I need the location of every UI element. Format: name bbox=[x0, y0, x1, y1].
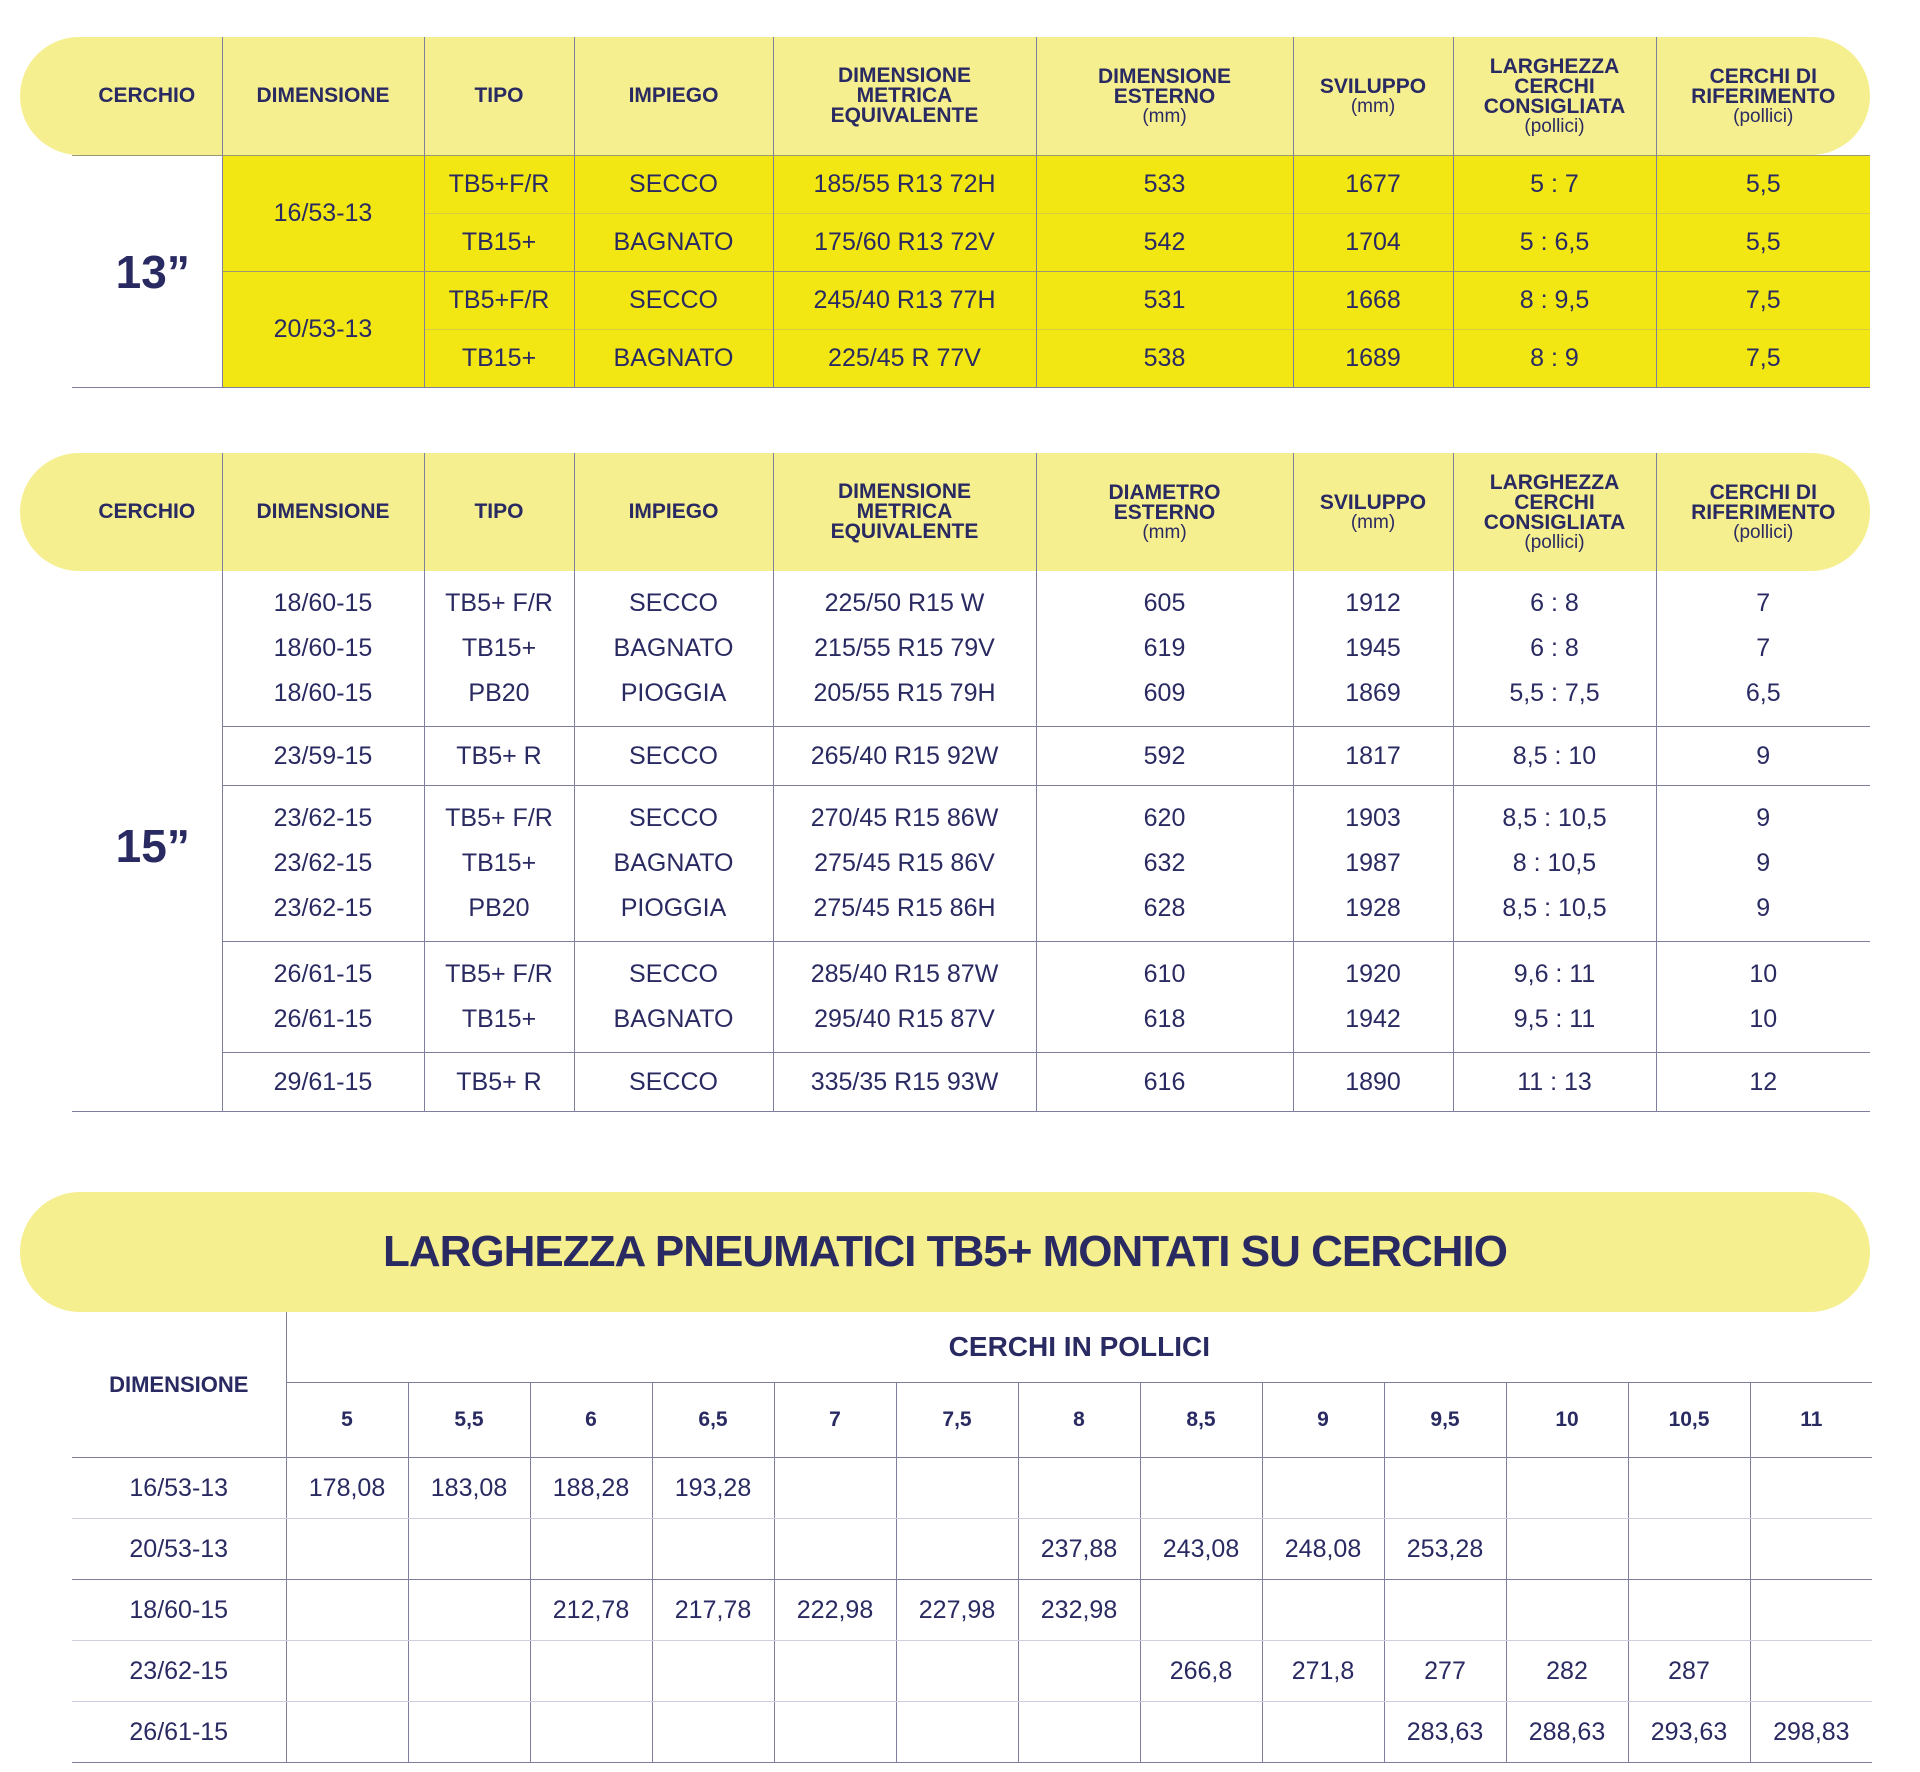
cell-ref-rim: 6,5 bbox=[1656, 671, 1870, 727]
cell-external: 533 bbox=[1036, 156, 1293, 214]
cell-type: TB15+ bbox=[424, 330, 574, 388]
cell-dimension: 18/60-15 bbox=[222, 671, 424, 727]
cell-metric: 215/55 R15 79V bbox=[773, 626, 1036, 671]
width-value-cell bbox=[530, 1702, 652, 1763]
table-row bbox=[72, 272, 1870, 330]
table-15 bbox=[72, 453, 1870, 1112]
col-metric: DIMENSIONE METRICA EQUIVALENTE bbox=[773, 453, 1036, 571]
width-value-cell bbox=[1384, 1580, 1506, 1641]
cell-type: TB15+ bbox=[424, 214, 574, 272]
table-15-body bbox=[72, 571, 1870, 1112]
cell-type: TB5+ F/R bbox=[424, 786, 574, 842]
width-value-cell bbox=[1506, 1458, 1628, 1519]
width-value-cell bbox=[1750, 1641, 1872, 1702]
cell-usage: BAGNATO bbox=[574, 330, 773, 388]
rim-size-header: 8 bbox=[1018, 1383, 1140, 1458]
cell-metric: 335/35 R15 93W bbox=[773, 1053, 1036, 1112]
table-13-header-row bbox=[72, 37, 1870, 156]
width-value-cell bbox=[286, 1580, 408, 1641]
width-value-cell bbox=[530, 1641, 652, 1702]
width-value-cell bbox=[1018, 1458, 1140, 1519]
cell-type: PB20 bbox=[424, 671, 574, 727]
cell-usage: BAGNATO bbox=[574, 997, 773, 1053]
col-dimension: DIMENSIONE bbox=[222, 37, 424, 156]
cell-ref-rim: 5,5 bbox=[1656, 214, 1870, 272]
cell-development: 1912 bbox=[1293, 571, 1453, 626]
cell-ref-rim: 9 bbox=[1656, 727, 1870, 786]
width-value-cell: 188,28 bbox=[530, 1458, 652, 1519]
cell-external: 628 bbox=[1036, 886, 1293, 942]
rim-size-header: 10 bbox=[1506, 1383, 1628, 1458]
width-value-cell bbox=[408, 1702, 530, 1763]
width-value-cell bbox=[774, 1702, 896, 1763]
cell-usage: SECCO bbox=[574, 1053, 773, 1112]
cell-dimension: 20/53-13 bbox=[222, 272, 424, 388]
row-dimension-label: 18/60-15 bbox=[72, 1580, 286, 1641]
cell-dimension: 23/59-15 bbox=[222, 727, 424, 786]
row-dimension-label: 26/61-15 bbox=[72, 1702, 286, 1763]
table-row bbox=[72, 1458, 1872, 1519]
cell-type: TB5+ F/R bbox=[424, 571, 574, 626]
rim-size-header-row bbox=[72, 1383, 1872, 1458]
width-value-cell bbox=[652, 1519, 774, 1580]
width-value-cell bbox=[1750, 1519, 1872, 1580]
cell-metric: 275/45 R15 86V bbox=[773, 841, 1036, 886]
rim-size-header: 11 bbox=[1750, 1383, 1872, 1458]
col-type: TIPO bbox=[424, 453, 574, 571]
cell-rim-width: 9,6 : 11 bbox=[1453, 942, 1656, 998]
cell-external: 605 bbox=[1036, 571, 1293, 626]
table-13 bbox=[72, 37, 1870, 388]
width-value-cell bbox=[1262, 1458, 1384, 1519]
table-row bbox=[72, 571, 1870, 626]
rims-in-inches-header: CERCHI IN POLLICI bbox=[286, 1312, 1872, 1383]
width-value-cell: 266,8 bbox=[1140, 1641, 1262, 1702]
width-value-cell: 243,08 bbox=[1140, 1519, 1262, 1580]
table-row bbox=[72, 841, 1870, 886]
cell-development: 1677 bbox=[1293, 156, 1453, 214]
width-value-cell: 232,98 bbox=[1018, 1580, 1140, 1641]
cell-rim-width: 5 : 7 bbox=[1453, 156, 1656, 214]
width-value-cell bbox=[774, 1641, 896, 1702]
rim-size-header: 5,5 bbox=[408, 1383, 530, 1458]
cell-rim-width: 8 : 9,5 bbox=[1453, 272, 1656, 330]
cell-ref-rim: 9 bbox=[1656, 786, 1870, 842]
table-row bbox=[72, 1641, 1872, 1702]
rim-size-header: 7 bbox=[774, 1383, 896, 1458]
width-value-cell bbox=[1628, 1519, 1750, 1580]
cell-ref-rim: 10 bbox=[1656, 942, 1870, 998]
table-row bbox=[72, 1519, 1872, 1580]
col-external: DIMENSIONE ESTERNO (mm) bbox=[1036, 37, 1293, 156]
col-ref-rim: CERCHI DI RIFERIMENTO (pollici) bbox=[1656, 453, 1870, 571]
width-value-cell: 222,98 bbox=[774, 1580, 896, 1641]
cell-development: 1928 bbox=[1293, 886, 1453, 942]
cell-development: 1890 bbox=[1293, 1053, 1453, 1112]
cell-metric: 175/60 R13 72V bbox=[773, 214, 1036, 272]
width-value-cell bbox=[286, 1641, 408, 1702]
table-row bbox=[72, 626, 1870, 671]
width-value-cell bbox=[1140, 1458, 1262, 1519]
cell-usage: SECCO bbox=[574, 156, 773, 214]
width-value-cell bbox=[1628, 1580, 1750, 1641]
width-value-cell: 193,28 bbox=[652, 1458, 774, 1519]
col-rim: CERCHIO bbox=[98, 500, 196, 523]
cell-type: PB20 bbox=[424, 886, 574, 942]
col-usage: IMPIEGO bbox=[574, 37, 773, 156]
cell-rim-width: 8 : 10,5 bbox=[1453, 841, 1656, 886]
cell-usage: SECCO bbox=[574, 272, 773, 330]
cell-ref-rim: 7 bbox=[1656, 626, 1870, 671]
width-value-cell bbox=[1018, 1641, 1140, 1702]
table-row bbox=[72, 156, 1870, 214]
rim-size-header: 8,5 bbox=[1140, 1383, 1262, 1458]
width-value-cell bbox=[408, 1519, 530, 1580]
cell-dimension: 26/61-15 bbox=[222, 942, 424, 998]
cell-metric: 295/40 R15 87V bbox=[773, 997, 1036, 1053]
cell-ref-rim: 12 bbox=[1656, 1053, 1870, 1112]
col-type: TIPO bbox=[424, 37, 574, 156]
cell-external: 538 bbox=[1036, 330, 1293, 388]
cell-development: 1987 bbox=[1293, 841, 1453, 886]
width-value-cell bbox=[896, 1641, 1018, 1702]
row-dimension-label: 16/53-13 bbox=[72, 1458, 286, 1519]
rim-size-header: 5 bbox=[286, 1383, 408, 1458]
rim-size-header: 7,5 bbox=[896, 1383, 1018, 1458]
cell-development: 1817 bbox=[1293, 727, 1453, 786]
cell-dimension: 23/62-15 bbox=[222, 786, 424, 842]
cell-usage: SECCO bbox=[574, 786, 773, 842]
cell-type: TB5+F/R bbox=[424, 156, 574, 214]
cell-development: 1668 bbox=[1293, 272, 1453, 330]
cell-development: 1903 bbox=[1293, 786, 1453, 842]
cell-ref-rim: 9 bbox=[1656, 841, 1870, 886]
width-value-cell bbox=[896, 1519, 1018, 1580]
col-metric: DIMENSIONE METRICA EQUIVALENTE bbox=[773, 37, 1036, 156]
cell-ref-rim: 7,5 bbox=[1656, 330, 1870, 388]
width-value-cell: 237,88 bbox=[1018, 1519, 1140, 1580]
cell-dimension: 16/53-13 bbox=[222, 156, 424, 272]
table-row bbox=[72, 786, 1870, 842]
cell-usage: SECCO bbox=[574, 571, 773, 626]
table-row bbox=[72, 942, 1870, 998]
row-dimension-label: 20/53-13 bbox=[72, 1519, 286, 1580]
width-value-cell bbox=[774, 1519, 896, 1580]
width-value-cell bbox=[530, 1519, 652, 1580]
width-value-cell: 277 bbox=[1384, 1641, 1506, 1702]
cell-development: 1920 bbox=[1293, 942, 1453, 998]
cell-development: 1942 bbox=[1293, 997, 1453, 1053]
cell-development: 1689 bbox=[1293, 330, 1453, 388]
cell-external: 610 bbox=[1036, 942, 1293, 998]
width-table bbox=[72, 1312, 1872, 1763]
cell-metric: 185/55 R13 72H bbox=[773, 156, 1036, 214]
rim-size-header: 6,5 bbox=[652, 1383, 774, 1458]
width-value-cell: 271,8 bbox=[1262, 1641, 1384, 1702]
cell-ref-rim: 10 bbox=[1656, 997, 1870, 1053]
cell-type: TB5+F/R bbox=[424, 272, 574, 330]
width-section-title: LARGHEZZA PNEUMATICI TB5+ MONTATI SU CERCHIO bbox=[20, 1192, 1870, 1312]
rim-size-header: 10,5 bbox=[1628, 1383, 1750, 1458]
width-value-cell bbox=[1018, 1702, 1140, 1763]
width-value-cell bbox=[1140, 1580, 1262, 1641]
cell-external: 609 bbox=[1036, 671, 1293, 727]
width-value-cell bbox=[1262, 1702, 1384, 1763]
cell-usage: SECCO bbox=[574, 727, 773, 786]
width-value-cell bbox=[1262, 1580, 1384, 1641]
cell-usage: PIOGGIA bbox=[574, 886, 773, 942]
table-row bbox=[72, 671, 1870, 727]
width-value-cell bbox=[1140, 1702, 1262, 1763]
width-value-cell bbox=[896, 1458, 1018, 1519]
width-value-cell: 293,63 bbox=[1628, 1702, 1750, 1763]
width-value-cell bbox=[652, 1702, 774, 1763]
width-value-cell: 183,08 bbox=[408, 1458, 530, 1519]
cell-ref-rim: 7,5 bbox=[1656, 272, 1870, 330]
table-row bbox=[72, 886, 1870, 942]
cell-rim-width: 9,5 : 11 bbox=[1453, 997, 1656, 1053]
width-value-cell bbox=[1506, 1519, 1628, 1580]
cell-external: 618 bbox=[1036, 997, 1293, 1053]
width-value-cell bbox=[408, 1641, 530, 1702]
width-table-body bbox=[72, 1458, 1872, 1763]
width-value-cell bbox=[286, 1702, 408, 1763]
table-row bbox=[72, 1053, 1870, 1112]
col-development: SVILUPPO (mm) bbox=[1293, 37, 1453, 156]
cell-metric: 245/40 R13 77H bbox=[773, 272, 1036, 330]
row-dimension-label: 23/62-15 bbox=[72, 1641, 286, 1702]
width-value-cell: 282 bbox=[1506, 1641, 1628, 1702]
table-row bbox=[72, 1580, 1872, 1641]
width-value-cell: 298,83 bbox=[1750, 1702, 1872, 1763]
cell-ref-rim: 9 bbox=[1656, 886, 1870, 942]
width-value-cell: 212,78 bbox=[530, 1580, 652, 1641]
cell-development: 1945 bbox=[1293, 626, 1453, 671]
rim-label-15: 15” bbox=[72, 571, 222, 1112]
col-development: SVILUPPO (mm) bbox=[1293, 453, 1453, 571]
cell-usage: BAGNATO bbox=[574, 626, 773, 671]
cell-rim-width: 6 : 8 bbox=[1453, 626, 1656, 671]
cell-metric: 225/50 R15 W bbox=[773, 571, 1036, 626]
col-rim: CERCHIO bbox=[98, 84, 196, 107]
width-value-cell: 288,63 bbox=[1506, 1702, 1628, 1763]
cell-external: 620 bbox=[1036, 786, 1293, 842]
table-row bbox=[72, 997, 1870, 1053]
cell-type: TB15+ bbox=[424, 997, 574, 1053]
cell-metric: 270/45 R15 86W bbox=[773, 786, 1036, 842]
col-ref-rim: CERCHI DI RIFERIMENTO (pollici) bbox=[1656, 37, 1870, 156]
cell-metric: 275/45 R15 86H bbox=[773, 886, 1036, 942]
width-value-cell: 253,28 bbox=[1384, 1519, 1506, 1580]
cell-type: TB15+ bbox=[424, 841, 574, 886]
cell-metric: 205/55 R15 79H bbox=[773, 671, 1036, 727]
width-value-cell: 283,63 bbox=[1384, 1702, 1506, 1763]
width-value-cell bbox=[408, 1580, 530, 1641]
cell-rim-width: 6 : 8 bbox=[1453, 571, 1656, 626]
cell-external: 632 bbox=[1036, 841, 1293, 886]
cell-rim-width: 8,5 : 10,5 bbox=[1453, 786, 1656, 842]
cell-usage: BAGNATO bbox=[574, 214, 773, 272]
cell-type: TB5+ F/R bbox=[424, 942, 574, 998]
cell-metric: 265/40 R15 92W bbox=[773, 727, 1036, 786]
width-value-cell bbox=[896, 1702, 1018, 1763]
width-value-cell: 287 bbox=[1628, 1641, 1750, 1702]
rim-label-13: 13” bbox=[72, 156, 222, 388]
cell-ref-rim: 5,5 bbox=[1656, 156, 1870, 214]
col-external: DIAMETRO ESTERNO (mm) bbox=[1036, 453, 1293, 571]
cell-external: 619 bbox=[1036, 626, 1293, 671]
rim-size-header: 6 bbox=[530, 1383, 652, 1458]
width-value-cell bbox=[1750, 1580, 1872, 1641]
width-value-cell bbox=[1628, 1458, 1750, 1519]
cell-rim-width: 8,5 : 10 bbox=[1453, 727, 1656, 786]
rim-size-header: 9 bbox=[1262, 1383, 1384, 1458]
col-dimension: DIMENSIONE bbox=[72, 1312, 286, 1458]
cell-dimension: 23/62-15 bbox=[222, 841, 424, 886]
cell-type: TB5+ R bbox=[424, 1053, 574, 1112]
col-dimension: DIMENSIONE bbox=[222, 453, 424, 571]
cell-dimension: 18/60-15 bbox=[222, 571, 424, 626]
cell-development: 1704 bbox=[1293, 214, 1453, 272]
width-value-cell bbox=[774, 1458, 896, 1519]
col-rim-width: LARGHEZZA CERCHI CONSIGLIATA (pollici) bbox=[1453, 453, 1656, 571]
cell-rim-width: 11 : 13 bbox=[1453, 1053, 1656, 1112]
cell-external: 616 bbox=[1036, 1053, 1293, 1112]
cell-dimension: 18/60-15 bbox=[222, 626, 424, 671]
table-row bbox=[72, 727, 1870, 786]
cell-rim-width: 5 : 6,5 bbox=[1453, 214, 1656, 272]
rim-size-header: 9,5 bbox=[1384, 1383, 1506, 1458]
cell-external: 542 bbox=[1036, 214, 1293, 272]
cell-type: TB5+ R bbox=[424, 727, 574, 786]
cell-dimension: 26/61-15 bbox=[222, 997, 424, 1053]
width-table-header-row bbox=[72, 1312, 1872, 1383]
width-value-cell: 217,78 bbox=[652, 1580, 774, 1641]
cell-dimension: 23/62-15 bbox=[222, 886, 424, 942]
cell-rim-width: 8,5 : 10,5 bbox=[1453, 886, 1656, 942]
cell-external: 592 bbox=[1036, 727, 1293, 786]
width-value-cell bbox=[1750, 1458, 1872, 1519]
cell-rim-width: 8 : 9 bbox=[1453, 330, 1656, 388]
table-15-header-row bbox=[72, 453, 1870, 571]
cell-development: 1869 bbox=[1293, 671, 1453, 727]
width-value-cell: 178,08 bbox=[286, 1458, 408, 1519]
cell-metric: 285/40 R15 87W bbox=[773, 942, 1036, 998]
width-value-cell bbox=[652, 1641, 774, 1702]
cell-external: 531 bbox=[1036, 272, 1293, 330]
cell-type: TB15+ bbox=[424, 626, 574, 671]
col-usage: IMPIEGO bbox=[574, 453, 773, 571]
width-value-cell bbox=[1506, 1580, 1628, 1641]
cell-dimension: 29/61-15 bbox=[222, 1053, 424, 1112]
col-rim-width: LARGHEZZA CERCHI CONSIGLIATA (pollici) bbox=[1453, 37, 1656, 156]
cell-ref-rim: 7 bbox=[1656, 571, 1870, 626]
cell-usage: SECCO bbox=[574, 942, 773, 998]
width-value-cell: 248,08 bbox=[1262, 1519, 1384, 1580]
cell-usage: BAGNATO bbox=[574, 841, 773, 886]
cell-rim-width: 5,5 : 7,5 bbox=[1453, 671, 1656, 727]
table-row bbox=[72, 1702, 1872, 1763]
width-value-cell bbox=[1384, 1458, 1506, 1519]
cell-usage: PIOGGIA bbox=[574, 671, 773, 727]
cell-metric: 225/45 R 77V bbox=[773, 330, 1036, 388]
width-value-cell bbox=[286, 1519, 408, 1580]
width-value-cell: 227,98 bbox=[896, 1580, 1018, 1641]
